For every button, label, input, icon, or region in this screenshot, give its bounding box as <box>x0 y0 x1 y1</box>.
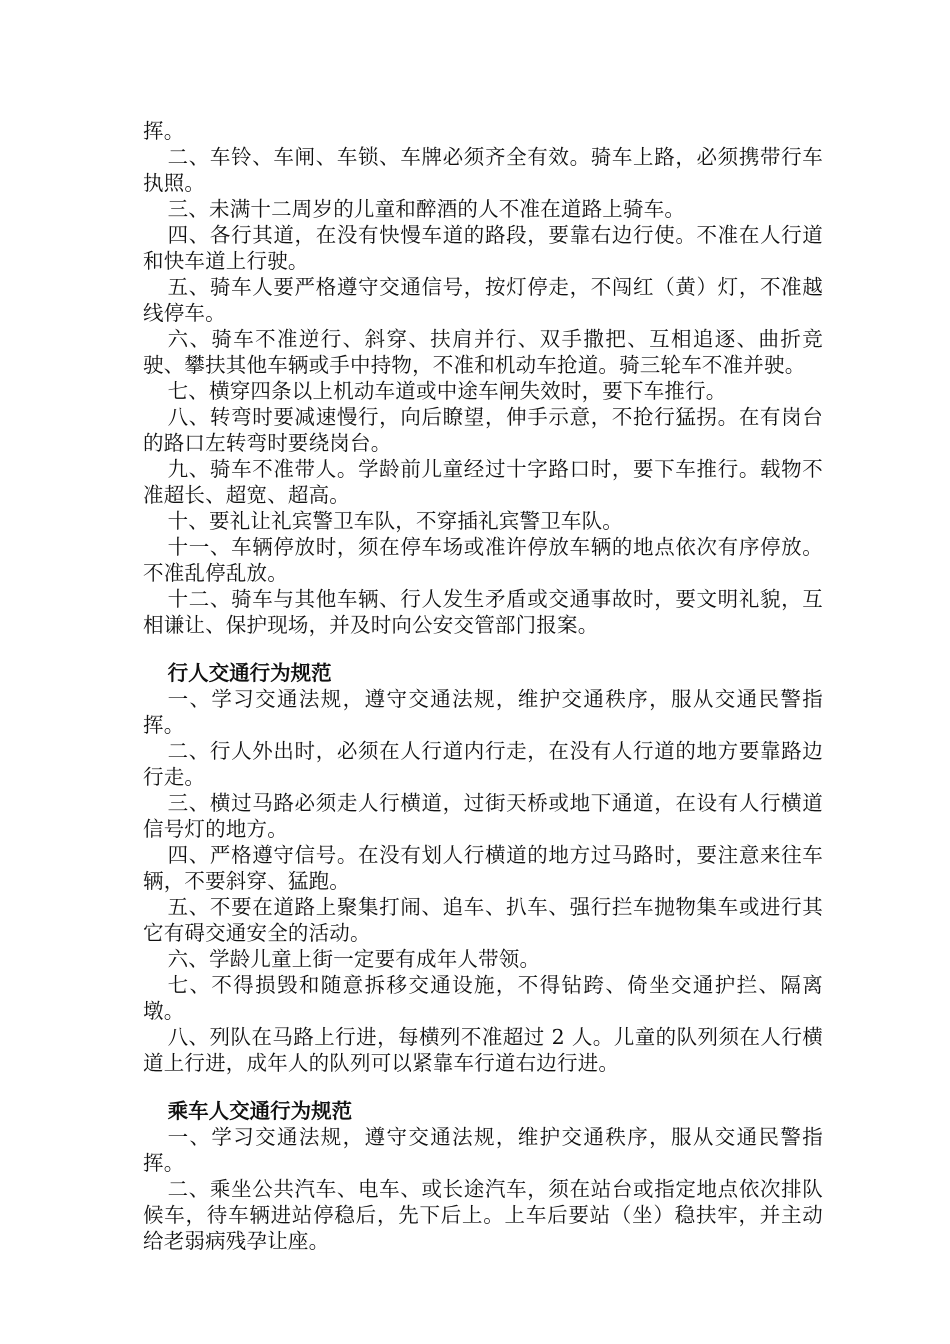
bicycle-rule-10: 十、要礼让礼宾警卫车队，不穿插礼宾警卫车队。 <box>167 509 623 533</box>
bicycle-rule-4: 四、各行其道，在没有快慢车道的路段，要靠右边行使。不准在人行道和快车道上行驶。 <box>143 223 823 273</box>
passenger-rules-section <box>143 1098 823 1254</box>
continuation-text: 挥。 <box>143 119 185 143</box>
pedestrian-rule-1: 一、学习交通法规，遵守交通法规，维护交通秩序，服从交通民警指挥。 <box>143 687 823 737</box>
pedestrian-rule-5: 五、不要在道路上聚集打闹、追车、扒车、强行拦车抛物集车或进行其它有碍交通安全的活动。 <box>143 895 823 945</box>
passenger-rule-1: 一、学习交通法规，遵守交通法规，维护交通秩序，服从交通民警指挥。 <box>143 1125 823 1175</box>
pedestrian-rule-7: 七、不得损毁和随意拆移交通设施，不得钻跨、倚坐交通护拦、隔离墩。 <box>143 973 823 1023</box>
bicycle-rule-2: 二、车铃、车闸、车锁、车牌必须齐全有效。骑车上路，必须携带行车执照。 <box>143 145 823 195</box>
pedestrian-rule-2: 二、行人外出时，必须在人行道内行走，在没有人行道的地方要靠路边行走。 <box>143 739 823 789</box>
bicycle-rule-6: 六、骑车不准逆行、斜穿、扶肩并行、双手撒把、互相追逐、曲折竞驶、攀扶其他车辆或手中持物，不准和机动车抢道。骑三轮车不准并驶。 <box>143 327 823 377</box>
pedestrian-rule-6: 六、学龄儿童上街一定要有成年人带领。 <box>167 947 541 971</box>
section-spacer <box>143 1076 823 1098</box>
document-body <box>143 118 823 1254</box>
passenger-rule-2: 二、乘坐公共汽车、电车、或长途汽车，须在站台或指定地点依次排队候车，待车辆进站停稳后，先下后上。上车后要站（坐）稳扶牢，并主动给老弱病残孕让座。 <box>143 1177 823 1253</box>
bicycle-rule-8: 八、转弯时要减速慢行，向后瞭望，伸手示意，不抢行猛拐。在有岗台的路口左转弯时要绕岗台。 <box>143 405 823 455</box>
passenger-section-title: 乘车人交通行为规范 <box>167 1099 353 1123</box>
bicycle-rule-7: 七、横穿四条以上机动车道或中途车闸失效时，要下车推行。 <box>167 379 727 403</box>
bicycle-rule-12: 十二、骑车与其他车辆、行人发生矛盾或交通事故时，要文明礼貌，互相谦让、保护现场，并及时向公安交管部门报案。 <box>143 587 823 637</box>
pedestrian-rule-3: 三、横过马路必须走人行横道，过街天桥或地下通道，在设有人行横道信号灯的地方。 <box>143 791 823 841</box>
pedestrian-section-title: 行人交通行为规范 <box>167 661 332 685</box>
bicycle-rule-5: 五、骑车人要严格遵守交通信号，按灯停走，不闯红（黄）灯，不准越线停车。 <box>143 275 823 325</box>
section-spacer <box>143 638 823 660</box>
bicycle-rule-9: 九、骑车不准带人。学龄前儿童经过十字路口时，要下车推行。载物不准超长、超宽、超高。 <box>143 457 823 507</box>
bicycle-rule-3: 三、未满十二周岁的儿童和醉酒的人不准在道路上骑车。 <box>167 197 686 221</box>
pedestrian-rules-section <box>143 660 823 1076</box>
bicycle-rules-section <box>143 144 823 638</box>
pedestrian-rule-4: 四、严格遵守信号。在没有划人行横道的地方过马路时，要注意来往车辆，不要斜穿、猛跑。 <box>143 843 823 893</box>
bicycle-rule-11: 十一、车辆停放时，须在停车场或准许停放车辆的地点依次有序停放。不准乱停乱放。 <box>143 535 823 585</box>
pedestrian-rule-8: 八、列队在马路上行进，每横列不准超过 2 人。儿童的队列须在人行横道上行进，成年人的队列可以紧靠车行道右边行进。 <box>143 1025 823 1075</box>
